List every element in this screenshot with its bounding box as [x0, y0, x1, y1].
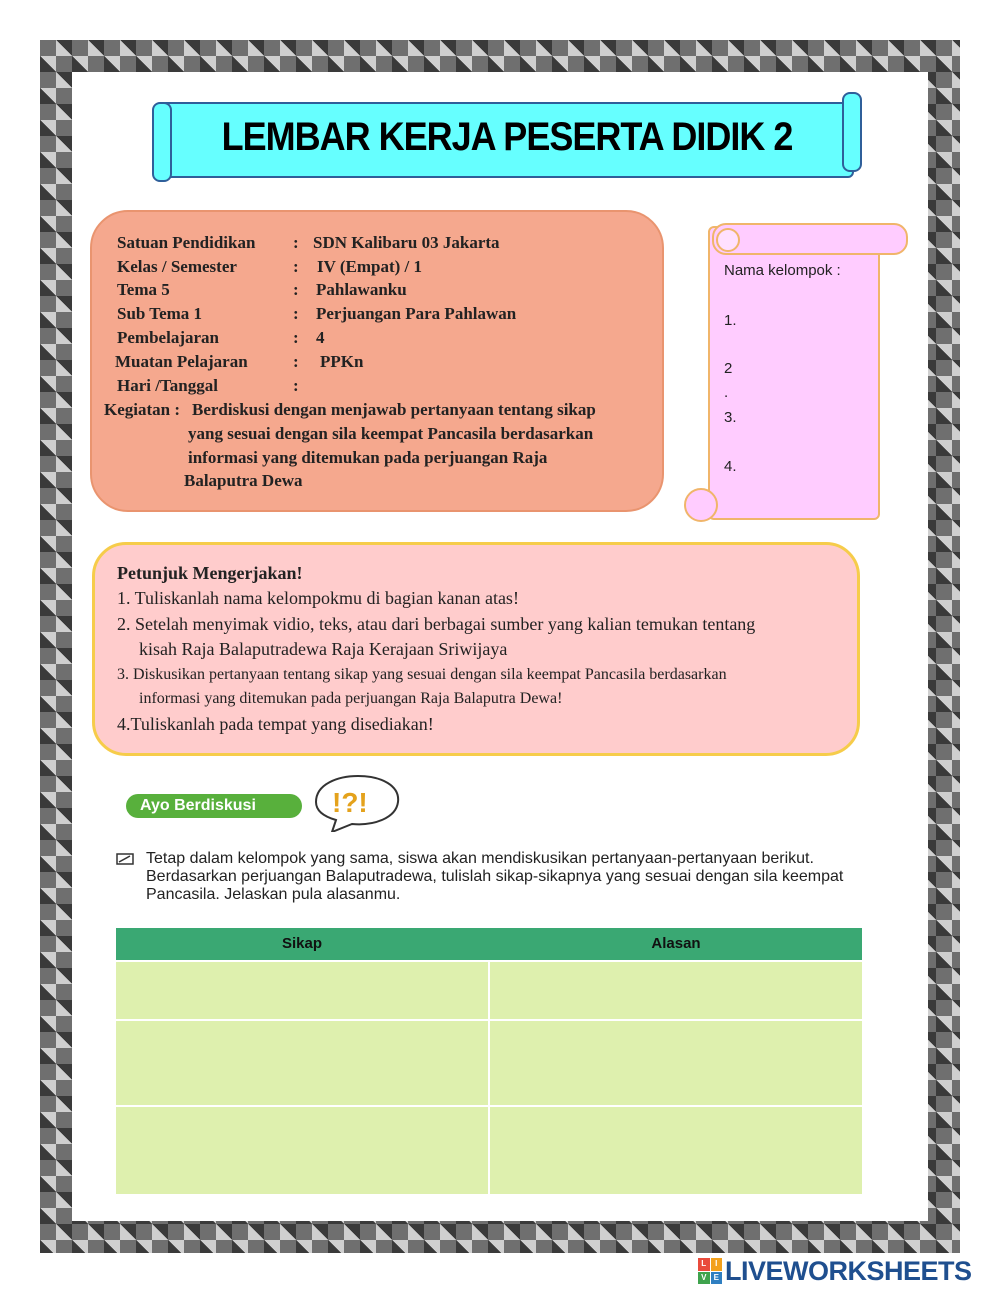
group-member-3: 3. — [724, 409, 737, 426]
answer-table — [116, 928, 862, 1194]
instruction-item: 2. Setelah menyimak vidio, teks, atau dari berbagai sumber yang kalian temukan tentang — [117, 614, 756, 634]
group-member-1: 1. — [724, 312, 737, 329]
discussion-text: Tetap dalam kelompok yang sama, siswa akan mendiskusikan pertanyaan-pertanyaan berikut. Berdasarkan perjuangan Balaputradewa, tulislah sikap-sikapnya yang sesuai dengan sila keempat Pancasila. Jelaskan pula alasanmu. — [146, 850, 844, 903]
instruction-item: kisah Raja Balaputradewa Raja Kerajaan Sriwijaya — [139, 639, 508, 659]
table-cell-alasan-2[interactable] — [490, 1021, 862, 1105]
logo-icon: L I V E — [698, 1258, 722, 1284]
instruction-item: informasi yang ditemukan pada perjuangan Raja Balaputra Dewa! — [139, 690, 563, 707]
group-member-dot: . — [724, 384, 729, 401]
instruction-item: 1. Tuliskanlah nama kelompokmu di bagian kanan atas! — [117, 588, 519, 608]
table-header — [116, 928, 862, 960]
pencil-icon — [116, 853, 134, 865]
column-header-alasan: Alasan — [651, 935, 701, 952]
title-banner — [160, 102, 854, 178]
bubble-text: !?! — [332, 787, 368, 818]
kegiatan-line: Berdiskusi dengan menjawab pertanyaan tentang sikap — [192, 400, 596, 419]
scroll-curl — [716, 228, 740, 252]
table-cell-sikap-2[interactable] — [116, 1021, 488, 1105]
group-member-2: 2 — [724, 360, 733, 377]
liveworksheets-logo[interactable] — [698, 1256, 972, 1286]
table-cell-sikap-1[interactable] — [116, 962, 488, 1019]
scroll-roll-top — [712, 223, 908, 255]
table-cell-alasan-1[interactable] — [490, 962, 862, 1019]
kegiatan-label: Kegiatan : — [104, 400, 181, 419]
kegiatan-line: yang sesuai dengan sila keempat Pancasila berdasarkan — [188, 424, 594, 443]
instruction-item: 3. Diskusikan pertanyaan tentang sikap yang sesuai dengan sila keempat Pancasila berdasarkan — [117, 666, 727, 683]
page-title: LEMBAR KERJA PESERTA DIDIK 2 — [221, 113, 793, 159]
column-header-sikap: Sikap — [281, 935, 323, 952]
instructions-title: Petunjuk Mengerjakan! — [117, 563, 303, 583]
ayo-berdiskusi-badge: Ayo Berdiskusi — [126, 794, 302, 818]
table-cell-sikap-3[interactable] — [116, 1107, 488, 1194]
scroll-curl — [684, 488, 718, 522]
group-title: Nama kelompok : — [724, 262, 841, 279]
kegiatan-line: informasi yang ditemukan pada perjuangan Raja — [188, 448, 548, 467]
group-member-4: 4. — [724, 458, 737, 475]
table-cell-alasan-3[interactable] — [490, 1107, 862, 1194]
instruction-item: 4.Tuliskanlah pada tempat yang disediakan! — [117, 714, 434, 734]
brand-name: LIVEWORKSHEETS — [725, 1255, 972, 1286]
kegiatan-line: Balaputra Dewa — [184, 471, 303, 490]
speech-bubble-icon — [308, 774, 404, 832]
